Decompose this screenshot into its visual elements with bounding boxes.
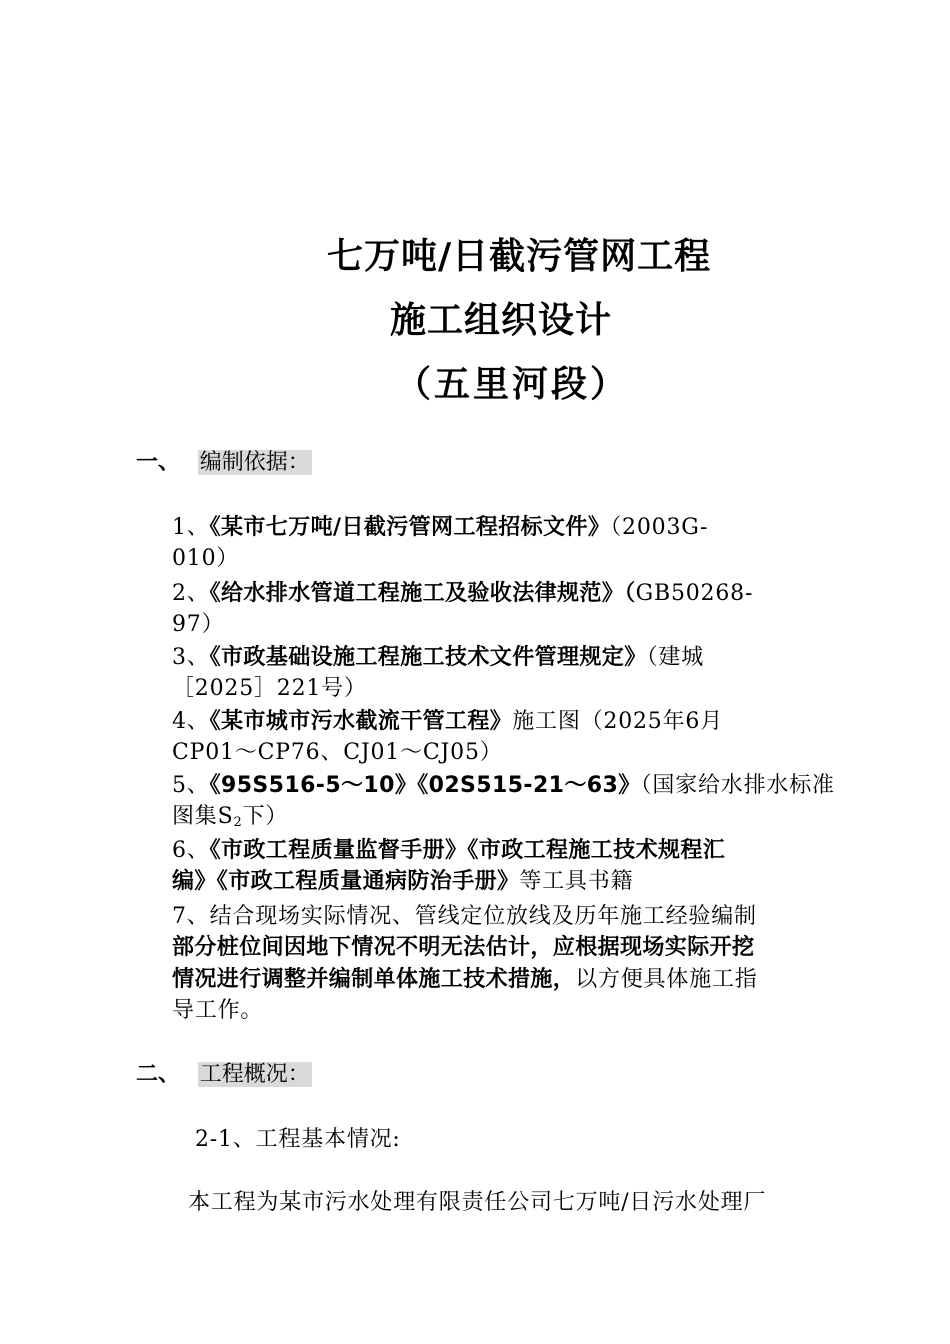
section-1-number: 一、 [136,450,181,475]
basis-item-bold-text: 情况进行调整并编制单体施工技术措施， [172,967,576,992]
basis-item-title: 编》《市政工程质量通病防治手册》 [172,869,520,894]
basis-item-5-cont [172,799,288,830]
basis-item-1-cont: 010） [172,546,240,571]
basis-item-2 [172,576,753,607]
basis-item-title: 《给水排水管道工程施工及验收法律规范》（ [209,581,636,606]
basis-item-1 [172,510,708,541]
basis-item-text: 以方便具体施工指 [575,967,758,992]
basis-item-6-cont [172,864,633,895]
basis-item-title: 《市政基础设施工程施工技术文件管理规定》 [209,645,647,670]
basis-item-2-cont: 97） [172,612,225,637]
section-1-heading [136,445,312,476]
section-2-number: 二、 [136,1062,181,1087]
basis-item-code: 施工图（2025年6月 [512,709,724,734]
basis-item-code: （2003G- [610,515,709,540]
basis-item-3-cont: ［2025］221号） [172,676,367,701]
basis-item-7-line-3 [172,962,758,993]
basis-item-4 [172,704,723,735]
basis-item-number: 1、 [172,515,210,540]
basis-item-6 [172,833,725,864]
basis-item-title: 《某市七万吨/日截污管网工程招标文件》 [209,515,611,540]
basis-item-5 [172,768,835,799]
basis-item-3 [172,640,704,671]
basis-item-code: GB50268- [635,581,754,606]
title-line-3: （五里河段） [395,364,630,405]
basis-item-code: （建城 [646,645,705,670]
basis-item-7: 7、结合现场实际情况、管线定位放线及历年施工经验编制 [172,904,757,929]
title-line-2: 施工组织设计 [390,300,613,341]
basis-item-title: 《某市城市污水截流干管工程》 [209,709,513,734]
body-paragraph: 本工程为某市污水处理有限责任公司七万吨/日污水处理厂 [188,1190,767,1215]
basis-item-title: 《95S516-5～10》《02S515-21～63》 [209,773,641,798]
basis-item-text: 下） [242,804,289,829]
basis-item-number: 3、 [172,645,210,670]
basis-item-number: 4、 [172,709,210,734]
basis-item-number: 5、 [172,773,210,798]
section-2-heading [136,1057,312,1088]
basis-item-text: 图集S [172,804,234,829]
section-1-label: 编制依据： [199,450,310,475]
basis-item-4-cont: CP01～CP76、CJ01～CJ05） [172,740,503,765]
basis-item-code: （国家给水排水标准 [640,773,835,798]
basis-item-title: 《市政工程质量监督手册》《市政工程施工技术规程汇 [209,838,726,863]
basis-item-7-line-2: 部分桩位间因地下情况不明无法估计，应根据现场实际开挖 [172,935,755,960]
basis-item-7-line-4: 导工作。 [172,998,264,1023]
subsection-2-1: 2-1、工程基本情况: [195,1127,401,1152]
title-line-1: 七万吨/日截污管网工程 [327,236,712,277]
subscript: 2 [233,815,243,830]
section-2-label: 工程概况： [199,1062,310,1087]
basis-item-number: 6、 [172,838,210,863]
basis-item-number: 2、 [172,581,210,606]
basis-item-text: 等工具书籍 [519,869,634,894]
